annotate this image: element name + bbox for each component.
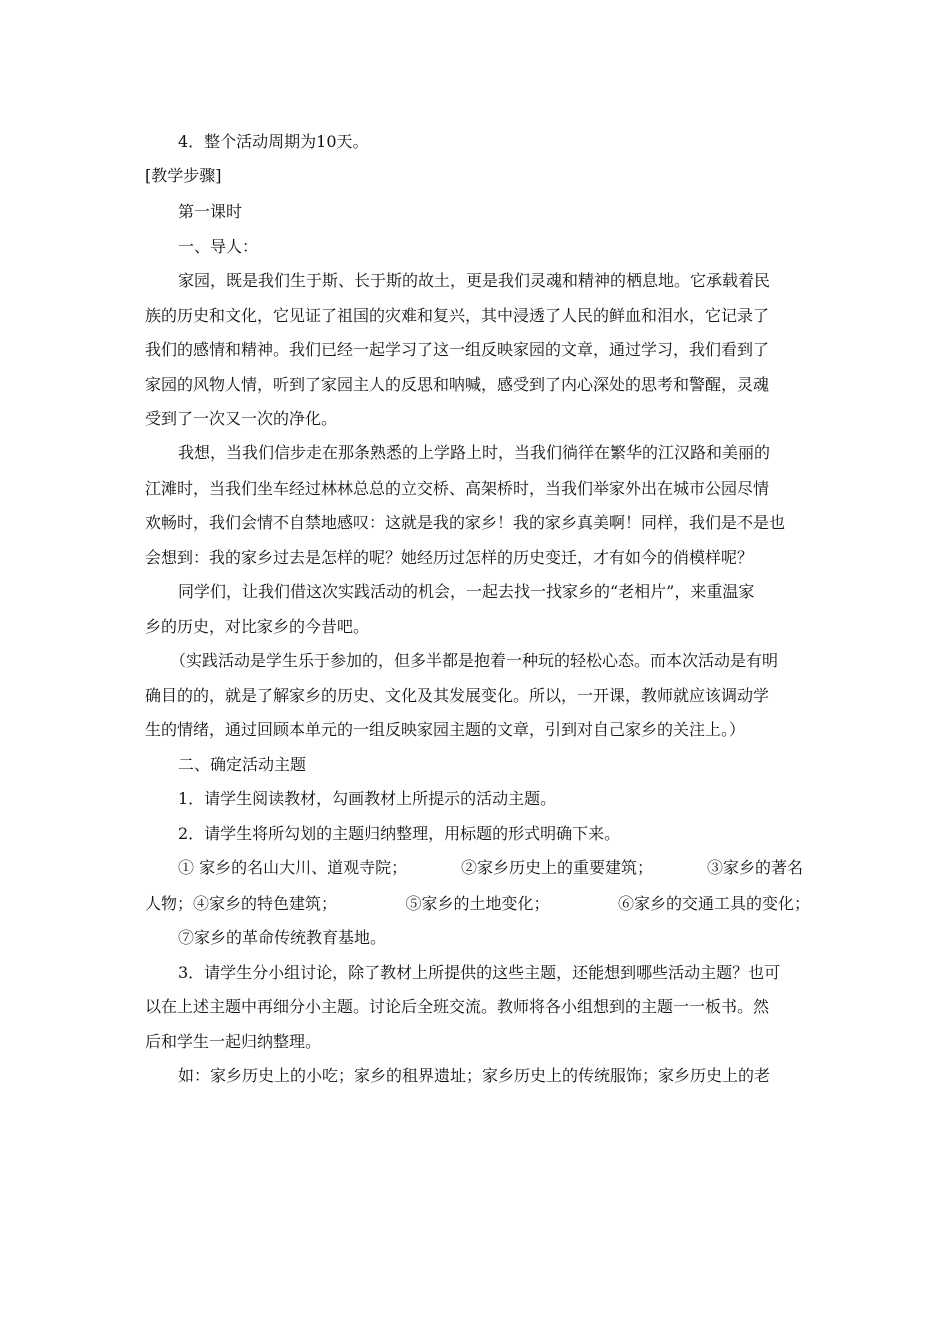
step-line: 3．请学生分小组讨论，除了教材上所提供的这些主题，还能想到哪些活动主题？也可: [178, 963, 781, 982]
step-line: 1．请学生阅读教材，勾画教材上所提示的活动主题。: [178, 789, 557, 808]
theme-item: ②家乡历史上的重要建筑；: [461, 858, 654, 877]
paragraph-line: 会想到：我的家乡过去是怎样的呢？她经历过怎样的历史变迁，才有如今的俏模样呢？: [145, 548, 754, 567]
paragraph-line: 乡的历史，对比家乡的今昔吧。: [145, 617, 370, 636]
theme-item: ③家乡的著名: [706, 858, 803, 877]
paragraph-line: 族的历史和文化，它见证了祖国的灾难和复兴，其中浸透了人民的鲜血和泪水，它记录了: [145, 306, 770, 325]
section-heading-teaching-steps: [教学步骤]: [145, 166, 222, 185]
step-line: 2．请学生将所勾划的主题归纳整理，用标题的形式明确下来。: [178, 824, 621, 843]
section-heading-theme: 二、确定活动主题: [178, 755, 307, 774]
paragraph-line: 同学们，让我们借这次实践活动的机会，一起去找一找家乡的“老相片”，来重温家: [178, 582, 755, 601]
theme-item: ① 家乡的名山大川、道观寺院；: [178, 858, 408, 877]
paragraph-line: 如：家乡历史上的小吃；家乡的租界遗址；家乡历史上的传统服饰；家乡历史上的老: [178, 1066, 771, 1085]
intro-heading: 一、导人：: [178, 237, 259, 256]
paragraph-line: （实践活动是学生乐于参加的，但多半都是抱着一种玩的轻松心态。而本次活动是有明: [170, 651, 779, 670]
theme-item: ⑥家乡的交通工具的变化；: [617, 894, 810, 913]
paragraph-line: 江滩时，当我们坐车经过林林总总的立交桥、高架桥时，当我们举家外出在城市公园尽情: [145, 479, 770, 498]
paragraph-line: 我们的感情和精神。我们已经一起学习了这一组反映家园的文章，通过学习，我们看到了: [145, 340, 770, 359]
theme-list-row: [145, 893, 810, 915]
theme-item: ⑤家乡的土地变化；: [405, 894, 550, 913]
paragraph-line: 以在上述主题中再细分小主题。讨论后全班交流。教师将各小组想到的主题一一板书。然: [145, 997, 770, 1016]
paragraph-line: 家园的风物人情，听到了家园主人的反思和呐喊，感受到了内心深处的思考和警醒，灵魂: [145, 375, 770, 394]
theme-list-row: [178, 857, 803, 879]
theme-item: ⑦家乡的革命传统教育基地。: [178, 928, 387, 947]
paragraph-line: 家园，既是我们生于斯、长于斯的故土，更是我们灵魂和精神的栖息地。它承载着民: [178, 271, 771, 290]
activity-period-line: 4．整个活动周期为10天。: [178, 132, 369, 151]
paragraph-line: 确目的的，就是了解家乡的历史、文化及其发展变化。所以，一开课，教师就应该调动学: [145, 686, 770, 705]
lesson-heading: 第一课时: [178, 202, 243, 221]
paragraph-line: 生的情绪，通过回顾本单元的一组反映家园主题的文章，引到对自己家乡的关注上。）: [145, 720, 746, 739]
paragraph-line: 我想，当我们信步走在那条熟悉的上学路上时，当我们徜徉在繁华的江汉路和美丽的: [178, 443, 771, 462]
paragraph-line: 欢畅时，我们会情不自禁地感叹：这就是我的家乡！我的家乡真美啊！同样，我们是不是也: [145, 513, 786, 532]
paragraph-line: 后和学生一起归纳整理。: [145, 1032, 322, 1051]
paragraph-line: 受到了一次又一次的净化。: [145, 409, 338, 428]
theme-item: 人物；④家乡的特色建筑；: [145, 894, 338, 913]
